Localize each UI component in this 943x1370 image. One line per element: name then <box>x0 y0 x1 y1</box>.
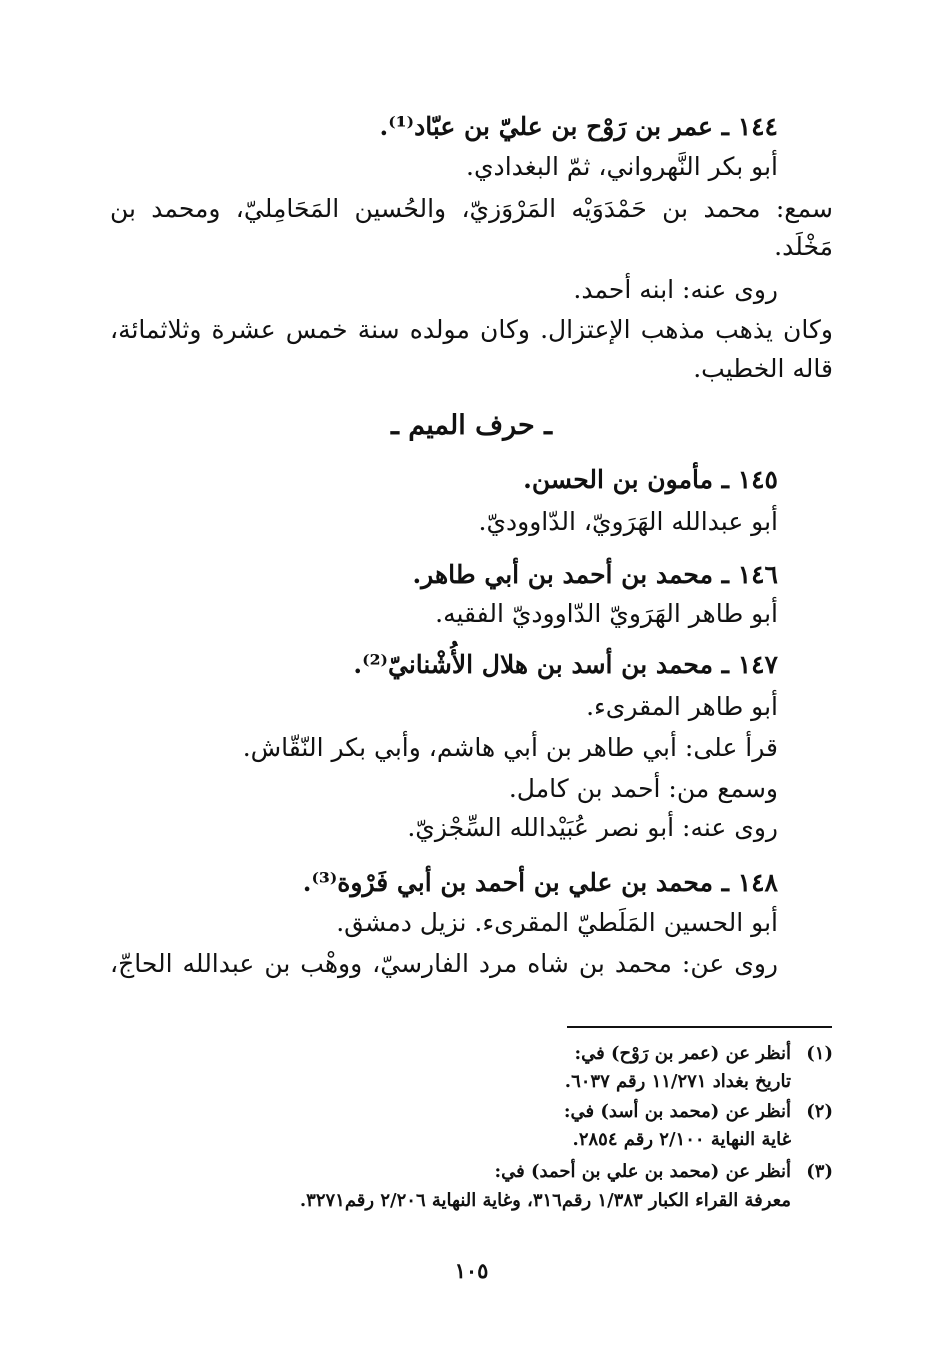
entry-144-heard-from: سمع: محمد بن حَمْدَوَيْه المَرْوَزيّ، والحُسين المَحَامِليّ، ومحمد بن <box>110 194 833 223</box>
footnote-3-line2: معرفة القراء الكبار ١/٣٨٣ رقم٣١٦، وغاية النهاية ٢/٢٠٦ رقم٣٢٧١. <box>299 1190 791 1211</box>
footnote-2-line1: أنظر عن (محمد بن أسد) في: <box>563 1101 791 1122</box>
entry-148-title: ١٤٨ ـ محمد بن علي بن أحمد بن أبي فَرْوة⁽³⁾. <box>302 868 778 897</box>
entry-145-title: ١٤٥ ـ مأمون بن الحسن. <box>523 465 778 494</box>
footnote-1-line1: أنظر عن (عمر بن رَوْح) في: <box>574 1043 791 1064</box>
footnote-3-number: (٣) <box>806 1161 833 1182</box>
page-number: ١٠٥ <box>454 1258 489 1283</box>
entry-148-kunya: أبو الحسين المَلَطيّ المقرىء. نزيل دمشق. <box>336 908 778 937</box>
footnote-separator <box>567 1026 832 1028</box>
entry-144-note: وكان يذهب مذهب الإعتزال. وكان مولده سنة خمس عشرة وثلاثمائة، <box>110 315 833 344</box>
entry-144-note-cont: قاله الخطيب. <box>693 354 833 383</box>
entry-147-title: ١٤٧ ـ محمد بن أسد بن هلال الأُشْنانيّ⁽²⁾. <box>353 650 778 679</box>
footnote-2-line2: غاية النهاية ٢/١٠٠ رقم ٢٨٥٤. <box>572 1129 791 1150</box>
footnote-1-number: (١) <box>806 1043 833 1064</box>
entry-145-kunya: أبو عبدالله الهَرَويّ، الدّاووديّ. <box>478 507 778 536</box>
entry-147-read-on: قرأ على: أبي طاهر بن أبي هاشم، وأبي بكر النّقّاش. <box>242 733 778 762</box>
footnote-1-line2: تاريخ بغداد ١١/٢٧١ رقم ٦٠٣٧. <box>564 1071 791 1092</box>
entry-144-kunya: أبو بكر النَّهرواني، ثمّ البغدادي. <box>466 152 778 181</box>
entry-144-narrated-by: روى عنه: ابنه أحمد. <box>573 275 778 304</box>
entry-146-title: ١٤٦ ـ محمد بن أحمد بن أبي طاهر. <box>412 560 778 589</box>
entry-147-narrated-by: روى عنه: أبو نصر عُبَيْدالله السِّجْزيّ. <box>407 813 778 842</box>
entry-147-heard-from: وسمع من: أحمد بن كامل. <box>508 774 778 803</box>
entry-146-kunya: أبو طاهر الهَرَويّ الدّاووديّ الفقيه. <box>435 599 778 628</box>
entry-144-title: ١٤٤ ـ عمر بن رَوْح بن عليّ بن عبّاد⁽¹⁾. <box>379 112 778 141</box>
entry-148-narrated-from: روى عن: محمد بن شاه مرد الفارسيّ، ووهْب بن عبدالله الحاجّ، <box>110 949 778 978</box>
footnote-2-number: (٢) <box>806 1101 833 1122</box>
section-title: ـ حرف الميم ـ <box>390 410 553 441</box>
entry-144-heard-from-cont: مَخْلَد. <box>774 232 833 261</box>
footnote-3-line1: أنظر عن (محمد بن علي بن أحمد) في: <box>494 1161 791 1182</box>
entry-147-kunya: أبو طاهر المقرىء. <box>586 692 778 721</box>
